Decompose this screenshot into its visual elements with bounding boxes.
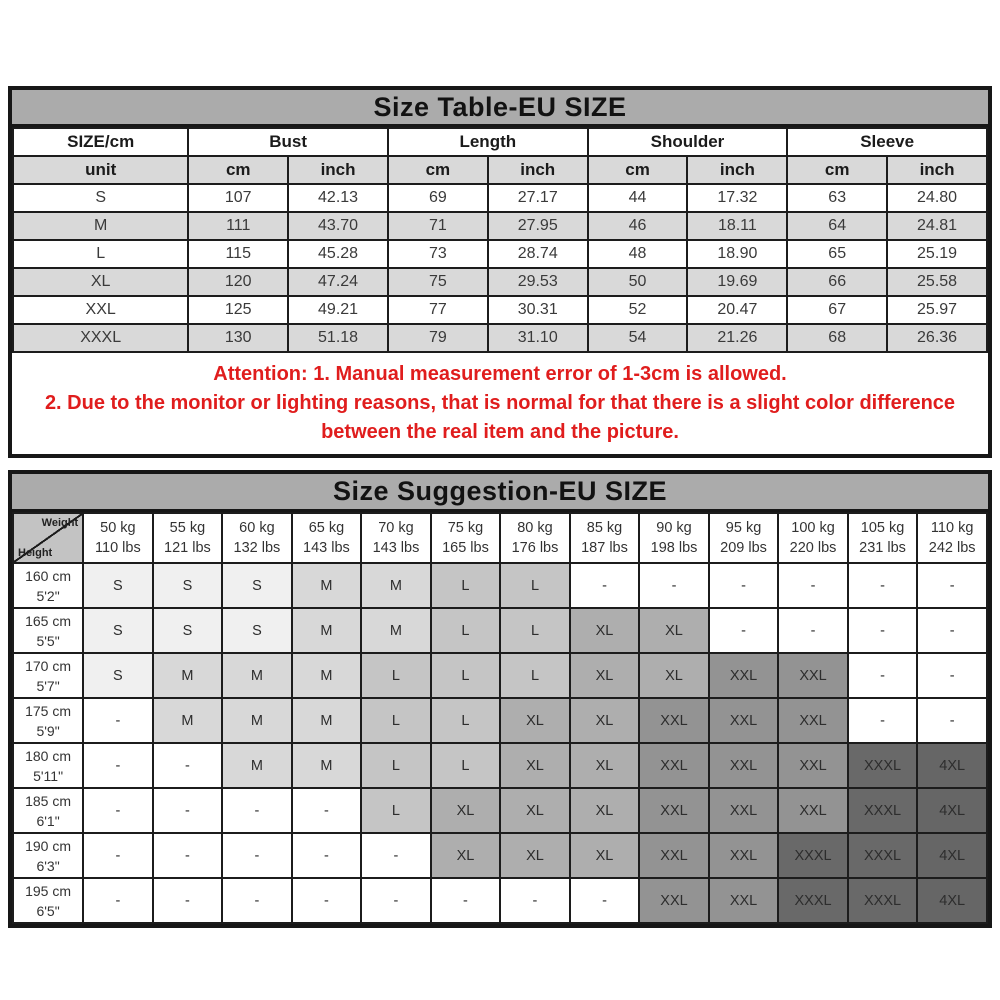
size-suggestion-cell: XXL bbox=[639, 743, 709, 788]
measurement-value: 71 bbox=[388, 212, 488, 240]
size-suggestion-cell: - bbox=[83, 833, 153, 878]
size-suggestion-cell: - bbox=[83, 878, 153, 923]
size-suggestion-cell: S bbox=[222, 563, 292, 608]
measurement-value: 20.47 bbox=[687, 296, 787, 324]
size-suggestion-cell: S bbox=[153, 608, 223, 653]
measurement-value: 111 bbox=[188, 212, 288, 240]
size-suggestion-cell: XL bbox=[570, 608, 640, 653]
unit-label: unit bbox=[13, 156, 188, 184]
size-suggestion-cell: - bbox=[778, 563, 848, 608]
size-row-s bbox=[13, 184, 987, 212]
height-row bbox=[13, 698, 987, 743]
size-suggestion-cell: XL bbox=[500, 698, 570, 743]
attention-line-1: Attention: 1. Manual measurement error of 1-3cm is allowed. bbox=[213, 363, 787, 385]
measurement-value: 47.24 bbox=[288, 268, 388, 296]
unit-header-inch: inch bbox=[288, 156, 388, 184]
size-suggestion-section bbox=[8, 470, 992, 928]
measurement-value: 49.21 bbox=[288, 296, 388, 324]
size-suggestion-cell: XL bbox=[500, 743, 570, 788]
unit-header-cm: cm bbox=[588, 156, 688, 184]
size-suggestion-cell: - bbox=[292, 833, 362, 878]
size-suggestion-cell: - bbox=[570, 878, 640, 923]
weight-header: 105 kg 231 lbs bbox=[848, 513, 918, 563]
size-suggestion-cell: L bbox=[431, 563, 501, 608]
size-suggestion-cell: XL bbox=[570, 788, 640, 833]
weight-header: 75 kg 165 lbs bbox=[431, 513, 501, 563]
size-suggestion-cell: XL bbox=[639, 653, 709, 698]
size-suggestion-cell: XXL bbox=[639, 788, 709, 833]
size-suggestion-cell: S bbox=[83, 653, 153, 698]
unit-header-inch: inch bbox=[488, 156, 588, 184]
size-suggestion-cell: - bbox=[848, 608, 918, 653]
size-suggestion-cell: M bbox=[361, 563, 431, 608]
height-header: 185 cm 6'1" bbox=[13, 788, 83, 833]
size-suggestion-cell: - bbox=[917, 563, 987, 608]
size-suggestion-cell: - bbox=[83, 743, 153, 788]
size-suggestion-cell: XXL bbox=[778, 788, 848, 833]
weight-header: 85 kg 187 lbs bbox=[570, 513, 640, 563]
measurement-value: 79 bbox=[388, 324, 488, 352]
height-row bbox=[13, 563, 987, 608]
size-suggestion-cell: 4XL bbox=[917, 743, 987, 788]
size-suggestion-cell: - bbox=[639, 563, 709, 608]
size-label: XL bbox=[13, 268, 188, 296]
height-header: 175 cm 5'9" bbox=[13, 698, 83, 743]
size-row-l bbox=[13, 240, 987, 268]
size-suggestion-cell: XXL bbox=[709, 788, 779, 833]
size-suggestion-cell: XXXL bbox=[778, 833, 848, 878]
size-row-m bbox=[13, 212, 987, 240]
size-suggestion-cell: XL bbox=[500, 833, 570, 878]
measurement-value: 75 bbox=[388, 268, 488, 296]
size-suggestion-cell: - bbox=[361, 833, 431, 878]
group-header-shoulder: Shoulder bbox=[588, 128, 788, 156]
weight-header-row bbox=[13, 513, 987, 563]
height-header: 170 cm 5'7" bbox=[13, 653, 83, 698]
measurement-value: 115 bbox=[188, 240, 288, 268]
size-suggestion-table bbox=[12, 512, 988, 924]
height-row bbox=[13, 878, 987, 923]
size-suggestion-cell: 4XL bbox=[917, 833, 987, 878]
measurement-value: 45.28 bbox=[288, 240, 388, 268]
height-row bbox=[13, 653, 987, 698]
size-suggestion-cell: XXL bbox=[639, 833, 709, 878]
height-row bbox=[13, 788, 987, 833]
size-suggestion-cell: L bbox=[361, 653, 431, 698]
height-row bbox=[13, 743, 987, 788]
size-suggestion-cell: XXXL bbox=[848, 878, 918, 923]
size-suggestion-cell: - bbox=[848, 698, 918, 743]
size-suggestion-cell: M bbox=[292, 563, 362, 608]
size-suggestion-cell: M bbox=[222, 743, 292, 788]
size-suggestion-cell: S bbox=[83, 563, 153, 608]
height-row bbox=[13, 608, 987, 653]
measurement-value: 67 bbox=[787, 296, 887, 324]
size-suggestion-cell: - bbox=[361, 878, 431, 923]
measurement-value: 26.36 bbox=[887, 324, 987, 352]
size-table-title: Size Table-EU SIZE bbox=[12, 90, 988, 127]
size-suggestion-cell: XXXL bbox=[778, 878, 848, 923]
size-label: XXXL bbox=[13, 324, 188, 352]
measurement-value: 69 bbox=[388, 184, 488, 212]
measurement-value: 63 bbox=[787, 184, 887, 212]
size-suggestion-cell: XXL bbox=[709, 698, 779, 743]
group-header-length: Length bbox=[388, 128, 588, 156]
measurement-value: 107 bbox=[188, 184, 288, 212]
size-suggestion-cell: L bbox=[431, 653, 501, 698]
size-suggestion-cell: M bbox=[361, 608, 431, 653]
corner-height-label: Height bbox=[18, 547, 53, 559]
measurement-value: 27.95 bbox=[488, 212, 588, 240]
size-row-xxl bbox=[13, 296, 987, 324]
size-suggestion-cell: - bbox=[153, 878, 223, 923]
size-table bbox=[12, 127, 988, 353]
size-suggestion-cell: XL bbox=[639, 608, 709, 653]
unit-header-inch: inch bbox=[887, 156, 987, 184]
measurement-value: 68 bbox=[787, 324, 887, 352]
size-suggestion-cell: L bbox=[431, 608, 501, 653]
size-suggestion-cell: M bbox=[292, 608, 362, 653]
size-suggestion-cell: - bbox=[778, 608, 848, 653]
measurement-value: 65 bbox=[787, 240, 887, 268]
size-row-xl bbox=[13, 268, 987, 296]
size-suggestion-cell: - bbox=[709, 608, 779, 653]
measurement-value: 25.19 bbox=[887, 240, 987, 268]
size-suggestion-cell: L bbox=[500, 653, 570, 698]
attention-note bbox=[12, 353, 988, 454]
measurement-value: 19.69 bbox=[687, 268, 787, 296]
height-header: 180 cm 5'11" bbox=[13, 743, 83, 788]
measurement-value: 25.97 bbox=[887, 296, 987, 324]
attention-line-3: between the real item and the picture. bbox=[321, 421, 679, 443]
size-suggestion-cell: M bbox=[292, 743, 362, 788]
size-suggestion-cell: L bbox=[361, 788, 431, 833]
size-suggestion-cell: XL bbox=[431, 833, 501, 878]
measurement-value: 44 bbox=[588, 184, 688, 212]
size-row-xxxl bbox=[13, 324, 987, 352]
weight-height-corner bbox=[13, 513, 83, 563]
unit-header-inch: inch bbox=[687, 156, 787, 184]
size-suggestion-cell: M bbox=[222, 698, 292, 743]
measurement-value: 25.58 bbox=[887, 268, 987, 296]
height-row bbox=[13, 833, 987, 878]
measurement-value: 48 bbox=[588, 240, 688, 268]
weight-header: 70 kg 143 lbs bbox=[361, 513, 431, 563]
size-suggestion-cell: L bbox=[361, 698, 431, 743]
measurement-value: 29.53 bbox=[488, 268, 588, 296]
weight-header: 65 kg 143 lbs bbox=[292, 513, 362, 563]
measurement-value: 18.90 bbox=[687, 240, 787, 268]
size-suggestion-cell: M bbox=[292, 698, 362, 743]
measurement-value: 43.70 bbox=[288, 212, 388, 240]
measurement-value: 64 bbox=[787, 212, 887, 240]
size-suggestion-cell: M bbox=[153, 698, 223, 743]
size-suggestion-cell: XL bbox=[431, 788, 501, 833]
measurement-value: 54 bbox=[588, 324, 688, 352]
size-suggestion-cell: - bbox=[83, 788, 153, 833]
size-suggestion-cell: XXL bbox=[778, 653, 848, 698]
size-table-corner-header: SIZE/cm bbox=[13, 128, 188, 156]
size-suggestion-cell: - bbox=[222, 788, 292, 833]
weight-header: 100 kg 220 lbs bbox=[778, 513, 848, 563]
unit-header-cm: cm bbox=[388, 156, 488, 184]
height-header: 190 cm 6'3" bbox=[13, 833, 83, 878]
measurement-value: 120 bbox=[188, 268, 288, 296]
measurement-value: 21.26 bbox=[687, 324, 787, 352]
size-suggestion-cell: - bbox=[153, 833, 223, 878]
size-suggestion-cell: - bbox=[917, 653, 987, 698]
size-suggestion-cell: XXL bbox=[639, 878, 709, 923]
size-suggestion-cell: 4XL bbox=[917, 788, 987, 833]
weight-header: 80 kg 176 lbs bbox=[500, 513, 570, 563]
size-suggestion-cell: - bbox=[292, 878, 362, 923]
size-suggestion-cell: L bbox=[500, 563, 570, 608]
weight-header: 60 kg 132 lbs bbox=[222, 513, 292, 563]
height-header: 195 cm 6'5" bbox=[13, 878, 83, 923]
size-suggestion-cell: L bbox=[431, 743, 501, 788]
size-suggestion-cell: XXXL bbox=[848, 788, 918, 833]
size-suggestion-cell: XXL bbox=[778, 743, 848, 788]
size-label: M bbox=[13, 212, 188, 240]
size-suggestion-cell: - bbox=[222, 833, 292, 878]
measurement-value: 42.13 bbox=[288, 184, 388, 212]
measurement-value: 28.74 bbox=[488, 240, 588, 268]
size-suggestion-cell: S bbox=[153, 563, 223, 608]
size-label: XXL bbox=[13, 296, 188, 324]
size-suggestion-cell: XXXL bbox=[848, 743, 918, 788]
attention-line-2: 2. Due to the monitor or lighting reasons, that is normal for that there is a slight color difference bbox=[44, 392, 956, 414]
size-suggestion-cell: S bbox=[222, 608, 292, 653]
size-suggestion-cell: M bbox=[222, 653, 292, 698]
size-suggestion-cell: - bbox=[153, 788, 223, 833]
unit-row bbox=[13, 156, 987, 184]
size-suggestion-cell: - bbox=[709, 563, 779, 608]
measurement-value: 125 bbox=[188, 296, 288, 324]
size-suggestion-cell: XXL bbox=[709, 878, 779, 923]
measurement-value: 17.32 bbox=[687, 184, 787, 212]
height-header: 165 cm 5'5" bbox=[13, 608, 83, 653]
size-suggestion-cell: XL bbox=[570, 653, 640, 698]
size-suggestion-cell: XXL bbox=[639, 698, 709, 743]
measurement-value: 24.80 bbox=[887, 184, 987, 212]
measurement-value: 18.11 bbox=[687, 212, 787, 240]
size-label: S bbox=[13, 184, 188, 212]
measurement-value: 50 bbox=[588, 268, 688, 296]
size-suggestion-cell: - bbox=[848, 653, 918, 698]
size-suggestion-cell: XXL bbox=[778, 698, 848, 743]
size-suggestion-cell: - bbox=[917, 698, 987, 743]
size-table-header-row bbox=[13, 128, 987, 156]
size-suggestion-cell: XL bbox=[570, 743, 640, 788]
size-suggestion-cell: S bbox=[83, 608, 153, 653]
size-suggestion-cell: XL bbox=[500, 788, 570, 833]
size-suggestion-cell: L bbox=[431, 698, 501, 743]
size-suggestion-cell: M bbox=[153, 653, 223, 698]
measurement-value: 31.10 bbox=[488, 324, 588, 352]
corner-weight-label: Weight bbox=[41, 517, 79, 529]
size-suggestion-cell: L bbox=[361, 743, 431, 788]
weight-header: 95 kg 209 lbs bbox=[709, 513, 779, 563]
size-suggestion-cell: 4XL bbox=[917, 878, 987, 923]
measurement-value: 27.17 bbox=[488, 184, 588, 212]
size-suggestion-cell: XL bbox=[570, 698, 640, 743]
weight-header: 55 kg 121 lbs bbox=[153, 513, 223, 563]
measurement-value: 46 bbox=[588, 212, 688, 240]
size-suggestion-cell: XL bbox=[570, 833, 640, 878]
size-suggestion-cell: XXXL bbox=[848, 833, 918, 878]
measurement-value: 66 bbox=[787, 268, 887, 296]
measurement-value: 73 bbox=[388, 240, 488, 268]
size-suggestion-cell: XXL bbox=[709, 743, 779, 788]
size-suggestion-cell: - bbox=[848, 563, 918, 608]
size-suggestion-cell: M bbox=[292, 653, 362, 698]
size-suggestion-cell: L bbox=[500, 608, 570, 653]
weight-header: 50 kg 110 lbs bbox=[83, 513, 153, 563]
group-header-sleeve: Sleeve bbox=[787, 128, 987, 156]
size-suggestion-cell: XXL bbox=[709, 833, 779, 878]
group-header-bust: Bust bbox=[188, 128, 388, 156]
measurement-value: 130 bbox=[188, 324, 288, 352]
measurement-value: 51.18 bbox=[288, 324, 388, 352]
height-header: 160 cm 5'2" bbox=[13, 563, 83, 608]
size-suggestion-title: Size Suggestion-EU SIZE bbox=[12, 474, 988, 512]
size-suggestion-cell: - bbox=[292, 788, 362, 833]
measurement-value: 24.81 bbox=[887, 212, 987, 240]
size-suggestion-cell: - bbox=[570, 563, 640, 608]
size-label: L bbox=[13, 240, 188, 268]
size-suggestion-cell: - bbox=[153, 743, 223, 788]
size-suggestion-cell: - bbox=[500, 878, 570, 923]
weight-header: 90 kg 198 lbs bbox=[639, 513, 709, 563]
measurement-value: 52 bbox=[588, 296, 688, 324]
size-table-section bbox=[8, 86, 992, 458]
size-suggestion-cell: - bbox=[83, 698, 153, 743]
size-suggestion-cell: - bbox=[917, 608, 987, 653]
measurement-value: 77 bbox=[388, 296, 488, 324]
weight-header: 110 kg 242 lbs bbox=[917, 513, 987, 563]
size-suggestion-cell: - bbox=[222, 878, 292, 923]
unit-header-cm: cm bbox=[188, 156, 288, 184]
size-suggestion-cell: XXL bbox=[709, 653, 779, 698]
measurement-value: 30.31 bbox=[488, 296, 588, 324]
size-suggestion-cell: - bbox=[431, 878, 501, 923]
unit-header-cm: cm bbox=[787, 156, 887, 184]
